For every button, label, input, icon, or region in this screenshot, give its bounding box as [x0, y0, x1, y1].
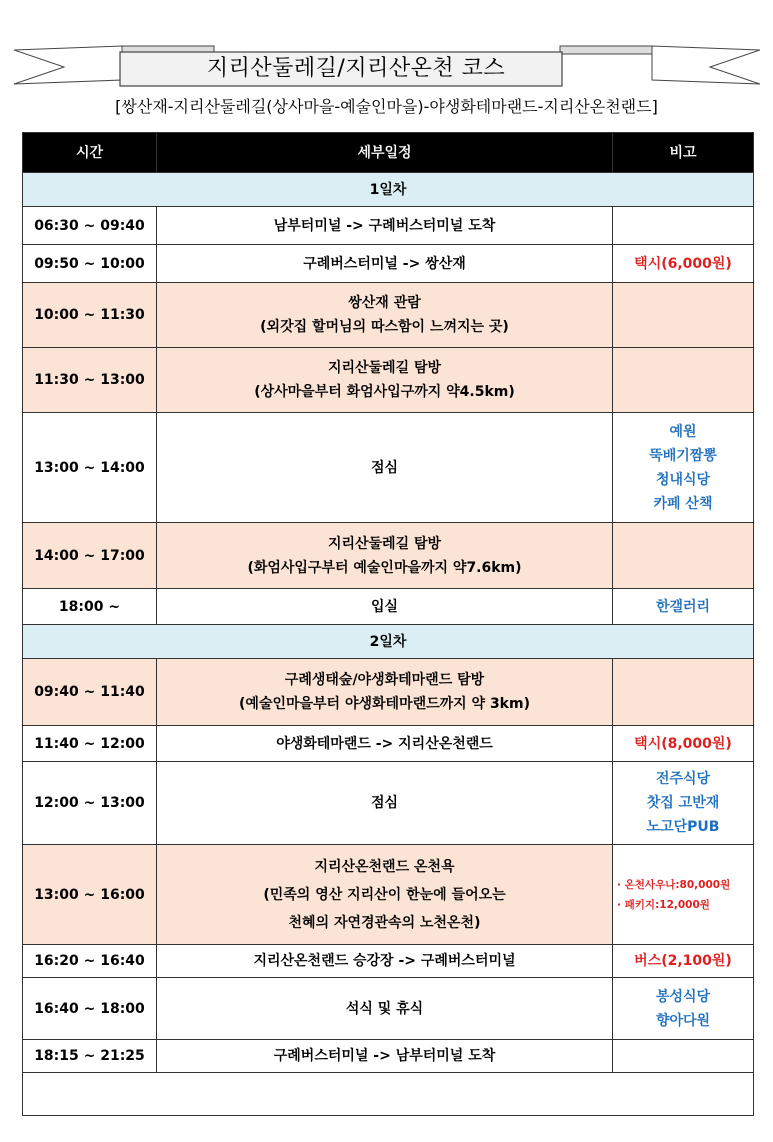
row-time: 18:00 ~ [23, 589, 157, 625]
row-detail [157, 523, 613, 589]
table-header-row [23, 133, 754, 173]
note-line: 전주식당 [655, 771, 711, 787]
table-row [23, 207, 754, 245]
row-note [613, 523, 754, 589]
row-time: 11:30 ~ 13:00 [23, 348, 157, 413]
row-detail: 구례버스터미널 -> 쌍산재 [157, 245, 613, 283]
empty-cell [23, 1073, 754, 1116]
table-row [23, 845, 754, 945]
table-row [23, 1040, 754, 1073]
note-line: 노고단PUB [646, 819, 720, 835]
note-line: · 온천사우나:80,000원 [617, 878, 731, 891]
row-detail [157, 659, 613, 726]
row-note [613, 283, 754, 348]
detail-line: 천혜의 자연경관속의 노천온천) [288, 914, 481, 931]
title-banner [14, 40, 760, 94]
schedule-table [22, 132, 754, 1116]
note-line: 카페 산책 [653, 495, 713, 512]
row-detail [157, 283, 613, 348]
table-row [23, 978, 754, 1040]
row-note [613, 659, 754, 726]
row-detail: 야생화테마랜드 -> 지리산온천랜드 [157, 726, 613, 762]
day-row [23, 173, 754, 207]
row-note: 택시(6,000원) [613, 245, 754, 283]
row-time: 18:15 ~ 21:25 [23, 1040, 157, 1073]
row-note: 택시(8,000원) [613, 726, 754, 762]
row-time: 14:00 ~ 17:00 [23, 523, 157, 589]
table-row [23, 413, 754, 523]
table-row [23, 348, 754, 413]
table-row [23, 659, 754, 726]
day-row [23, 625, 754, 659]
row-detail: 점심 [157, 413, 613, 523]
note-line: 봉성식당 [655, 988, 711, 1005]
day-label: 2일차 [23, 625, 754, 659]
note-line: 뚝배기짬뽕 [649, 447, 717, 464]
detail-line: 지리산둘레길 탐방 [327, 535, 442, 552]
row-detail [157, 845, 613, 945]
table-row [23, 523, 754, 589]
detail-line: 지리산둘레길 탐방 [327, 360, 442, 376]
row-note [613, 762, 754, 845]
row-note [613, 1040, 754, 1073]
detail-line: (상사마을부터 화엄사입구까지 약4.5km) [254, 384, 515, 400]
row-note: 한갤러리 [613, 589, 754, 625]
table-row [23, 762, 754, 845]
detail-line: (화엄사입구부터 예술인마을까지 약7.6km) [247, 559, 522, 576]
detail-line: (민족의 영산 지리산이 한눈에 들어오는 [263, 886, 506, 903]
row-note [613, 348, 754, 413]
page-title: 지리산둘레길/지리산온천 코스 [206, 56, 506, 81]
row-detail: 지리산온천랜드 승강장 -> 구례버스터미널 [157, 945, 613, 978]
detail-line: 구례생태숲/야생화테마랜드 탐방 [284, 672, 485, 688]
row-note: 버스(2,100원) [613, 945, 754, 978]
table-row [23, 245, 754, 283]
table-row [23, 283, 754, 348]
course-route-subtitle: [쌍산재-지리산둘레길(상사마을-예술인마을)-야생화테마랜드-지리산온천랜드] [115, 97, 658, 116]
day-label: 1일차 [23, 173, 754, 207]
row-note [613, 207, 754, 245]
table-row [23, 726, 754, 762]
row-detail [157, 348, 613, 413]
table-row [23, 589, 754, 625]
row-time: 16:40 ~ 18:00 [23, 978, 157, 1040]
row-time: 12:00 ~ 13:00 [23, 762, 157, 845]
row-detail: 석식 및 휴식 [157, 978, 613, 1040]
row-time: 16:20 ~ 16:40 [23, 945, 157, 978]
row-note [613, 413, 754, 523]
note-line: 청내식당 [655, 471, 711, 488]
note-line: 찻집 고반재 [646, 795, 720, 811]
row-time: 13:00 ~ 16:00 [23, 845, 157, 945]
row-time: 13:00 ~ 14:00 [23, 413, 157, 523]
detail-line: (외갓집 할머님의 따스함이 느껴지는 곳) [260, 319, 509, 335]
header-detail: 세부일정 [157, 133, 613, 173]
detail-line: 쌍산재 관람 [348, 295, 421, 311]
note-line: · 패키지:12,000원 [617, 898, 710, 911]
row-detail: 점심 [157, 762, 613, 845]
note-line: 예원 [669, 423, 697, 440]
detail-line: 지리산온천랜드 온천욕 [314, 858, 455, 875]
row-detail: 남부터미널 -> 구례버스터미널 도착 [157, 207, 613, 245]
row-time: 11:40 ~ 12:00 [23, 726, 157, 762]
header-time: 시간 [23, 133, 157, 173]
row-detail: 입실 [157, 589, 613, 625]
row-time: 06:30 ~ 09:40 [23, 207, 157, 245]
row-time: 10:00 ~ 11:30 [23, 283, 157, 348]
table-row [23, 945, 754, 978]
table-row-empty [23, 1073, 754, 1116]
row-note [613, 978, 754, 1040]
row-detail: 구례버스터미널 -> 남부터미널 도착 [157, 1040, 613, 1073]
header-note: 비고 [613, 133, 754, 173]
row-time: 09:50 ~ 10:00 [23, 245, 157, 283]
note-line: 향아다원 [655, 1012, 711, 1029]
row-note [613, 845, 754, 945]
detail-line: (예술인마을부터 야생화테마랜드까지 약 3km) [239, 696, 530, 712]
row-time: 09:40 ~ 11:40 [23, 659, 157, 726]
